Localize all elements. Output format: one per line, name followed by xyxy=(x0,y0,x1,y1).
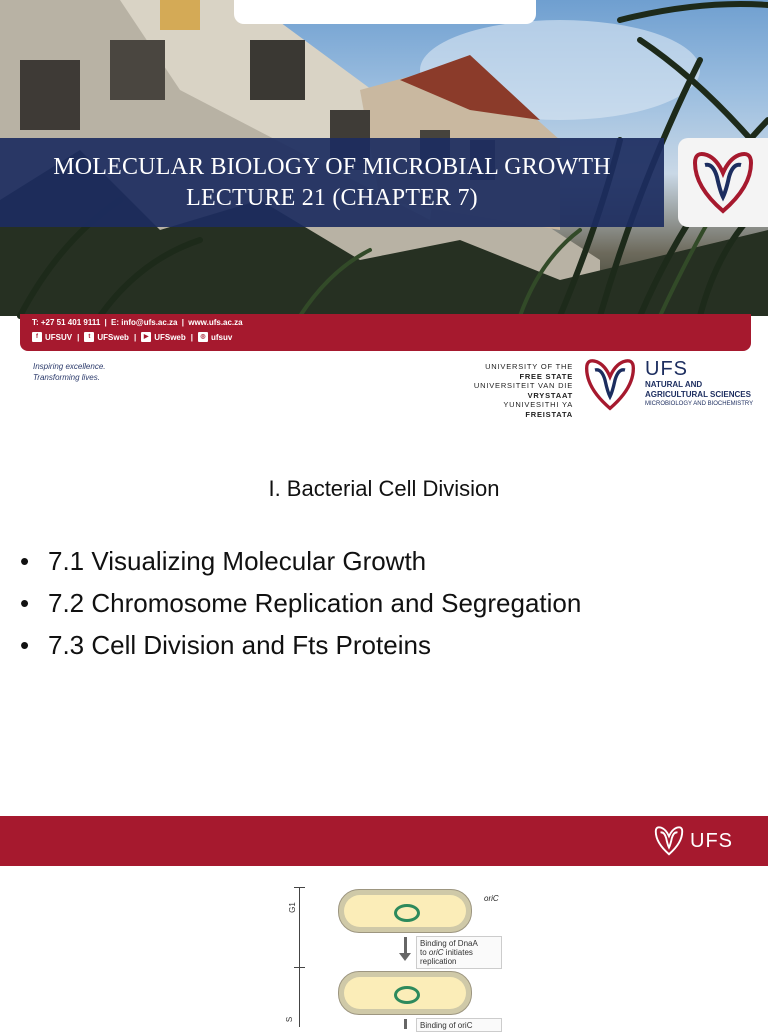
instagram-handle[interactable]: ufsuv xyxy=(211,332,233,342)
cell-cycle-figure xyxy=(0,867,768,1030)
arrow-shaft xyxy=(404,1019,407,1029)
uni-name-line-1: UNIVERSITY OF THE xyxy=(485,362,573,371)
ufs-crest-small-icon xyxy=(580,354,640,416)
section-title: I. Bacterial Cell Division xyxy=(268,476,500,501)
timeline-tick xyxy=(294,967,305,968)
bacterial-cell xyxy=(338,971,472,1015)
cell-cytoplasm xyxy=(344,977,466,1009)
ufs-acronym: UFS xyxy=(645,358,688,380)
uni-name-line-2: FREE STATE xyxy=(519,371,573,381)
bacterial-cell xyxy=(338,889,472,933)
faculty-brand xyxy=(645,358,753,409)
step-line: Binding of oriC xyxy=(420,1021,473,1030)
tagline-line-1: Inspiring excellence. xyxy=(33,362,106,371)
chromosome-circle xyxy=(394,986,420,1004)
facebook-icon: f xyxy=(32,332,42,342)
step-label-box xyxy=(416,936,502,969)
chromosome-circle xyxy=(394,904,420,922)
facebook-handle[interactable]: UFSUV xyxy=(45,332,73,342)
top-white-tab xyxy=(234,0,536,24)
footer-band xyxy=(0,816,768,866)
topic-list xyxy=(20,540,581,666)
youtube-handle[interactable]: UFSweb xyxy=(154,332,186,342)
list-item xyxy=(20,540,581,582)
topic-text: 7.2 Chromosome Replication and Segregation xyxy=(48,588,582,618)
tagline-line-2: Transforming lives. xyxy=(33,373,100,382)
footer-logo xyxy=(652,824,733,858)
topic-text: 7.1 Visualizing Molecular Growth xyxy=(48,546,427,576)
list-item xyxy=(20,624,581,666)
twitter-icon: t xyxy=(84,332,94,342)
youtube-icon: ▶ xyxy=(141,332,151,342)
tagline xyxy=(33,361,105,383)
bullet-icon: • xyxy=(20,588,30,618)
contact-line: T: +27 51 401 9111 | E: info@ufs.ac.za | www.ufs.ac.za xyxy=(32,318,243,327)
lecture-title-line-2: LECTURE 21 (CHAPTER 7) xyxy=(186,184,478,211)
uni-name-line-3: UNIVERSITEIT VAN DIE xyxy=(473,381,573,390)
arrow-shaft xyxy=(404,937,407,953)
university-names xyxy=(440,362,573,419)
step-line: to oriC initiates xyxy=(420,948,473,957)
instagram-icon: ◎ xyxy=(198,332,208,342)
step-line: replication xyxy=(420,957,457,966)
twitter-handle[interactable]: UFSweb xyxy=(97,332,129,342)
bullet-icon: • xyxy=(20,630,30,660)
phase-label-s: S xyxy=(285,1016,295,1023)
oric-label: oriC xyxy=(484,894,499,903)
ufs-crest-white-icon xyxy=(652,824,686,858)
footer-brand-text: UFS xyxy=(690,829,733,852)
ufs-logo-box xyxy=(678,138,768,227)
faculty-line-1: NATURAL AND xyxy=(645,380,703,389)
uni-name-line-4: VRYSTAAT xyxy=(527,390,573,400)
website-link[interactable]: www.ufs.ac.za xyxy=(188,318,243,327)
uni-name-line-5: YUNIVESITHI YA xyxy=(503,400,573,409)
timeline-axis xyxy=(299,887,300,1027)
department-name: MICROBIOLOGY AND BIOCHEMISTRY xyxy=(645,401,754,407)
phase-label-g1: G1 xyxy=(287,902,297,913)
title-banner xyxy=(0,138,664,227)
contact-email[interactable]: E: info@ufs.ac.za xyxy=(111,318,178,327)
uni-name-line-6: FREISTATA xyxy=(525,409,573,419)
list-item xyxy=(20,582,581,624)
lecture-title-line-1: MOLECULAR BIOLOGY OF MICROBIAL GROWTH xyxy=(53,153,611,180)
bullet-icon: • xyxy=(20,546,30,576)
timeline-tick xyxy=(294,887,305,888)
outline-slide xyxy=(0,432,768,867)
ufs-crest-icon xyxy=(687,147,759,219)
step-label-box xyxy=(416,1018,502,1032)
down-arrow-icon xyxy=(399,953,411,961)
topic-text: 7.3 Cell Division and Fts Proteins xyxy=(48,630,431,660)
social-links: f UFSUV | t UFSweb | ▶ UFSweb | ◎ ufsuv xyxy=(32,332,232,342)
faculty-line-2: AGRICULTURAL SCIENCES xyxy=(645,390,751,399)
ufs-crest-small xyxy=(580,354,640,421)
contact-bar xyxy=(20,314,751,351)
cell-cytoplasm xyxy=(344,895,466,927)
step-line: Binding of DnaA xyxy=(420,939,478,948)
phone-number: T: +27 51 401 9111 xyxy=(32,318,101,327)
title-slide xyxy=(0,0,768,432)
